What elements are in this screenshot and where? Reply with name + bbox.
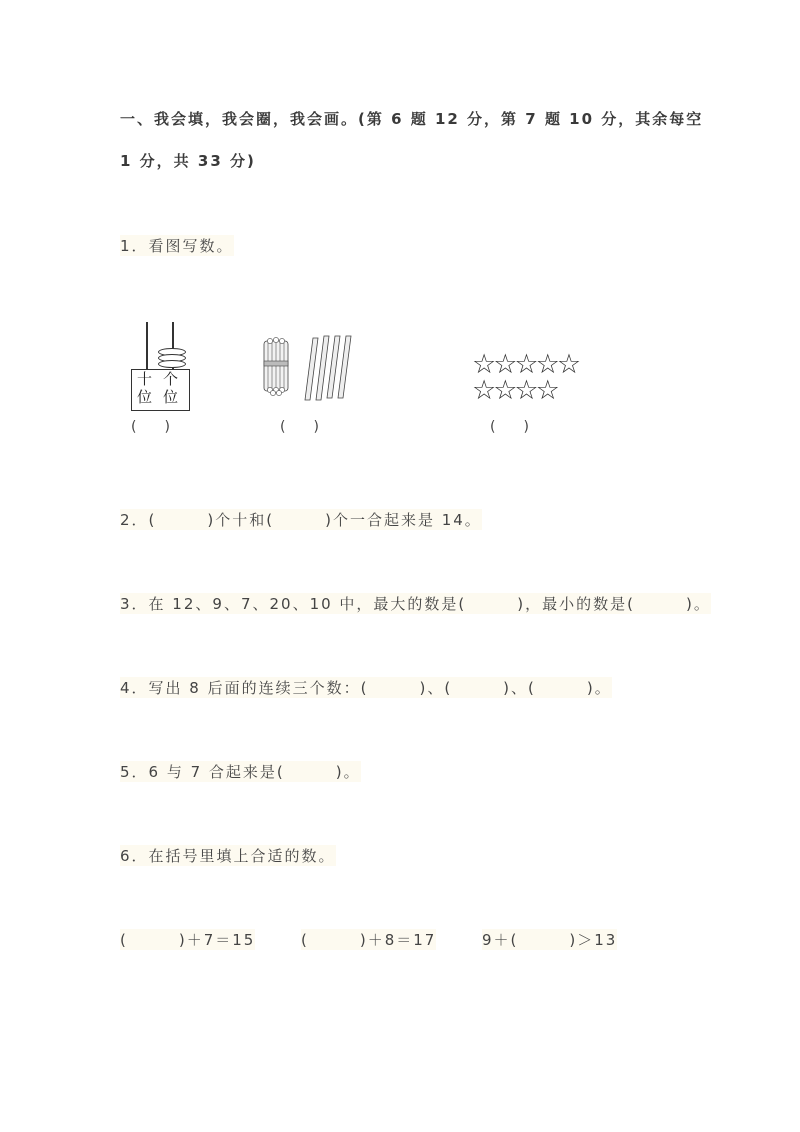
question-5: 5．6 与 7 合起来是( )。 xyxy=(120,763,361,781)
question-6-equation-1: ( )＋7＝15 xyxy=(120,931,256,949)
question-4: 4．写出 8 后面的连续三个数：( )、( )、( )。 xyxy=(120,679,612,697)
question-3: 3．在 12、9、7、20、10 中，最大的数是( )，最小的数是( )。 xyxy=(120,595,711,613)
abacus-rod-tens xyxy=(146,322,148,370)
abacus-label-tens: 十 位 xyxy=(137,370,153,406)
q1-answer-sticks[interactable]: ( ) xyxy=(280,419,319,435)
section-heading-line1: 一、我会填，我会圈，我会画。(第 6 题 12 分，第 7 题 10 分，其余每空 xyxy=(120,110,704,128)
abacus-label-ones: 个 位 xyxy=(163,370,179,406)
question-2: 2．( )个十和( )个一合起来是 14。 xyxy=(120,511,482,529)
question-6-prompt: 6．在括号里填上合适的数。 xyxy=(120,847,336,865)
q1-answer-stars[interactable]: ( ) xyxy=(490,419,529,435)
question-6-equation-2: ( )＋8＝17 xyxy=(301,931,437,949)
stick-bundle xyxy=(262,335,290,397)
abacus-bead xyxy=(158,360,186,368)
q1-answer-abacus[interactable]: ( ) xyxy=(131,419,170,435)
stars-row-1: ☆☆☆☆☆ xyxy=(472,349,579,380)
section-heading-line2: 1 分，共 33 分) xyxy=(120,152,256,170)
question-1-prompt: 1．看图写数。 xyxy=(120,237,234,255)
single-sticks xyxy=(303,332,355,404)
stars-row-2: ☆☆☆☆ xyxy=(472,375,557,406)
question-6-equation-3: 9＋( )＞13 xyxy=(482,931,618,949)
